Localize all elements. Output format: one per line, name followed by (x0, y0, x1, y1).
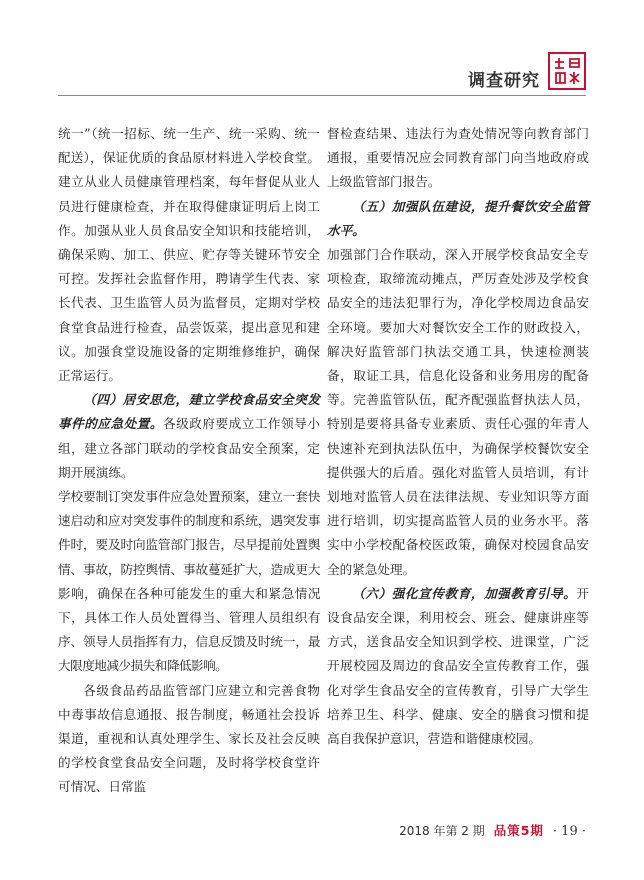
page-number: · 19 · (552, 824, 586, 839)
paragraph: 加强部门合作联动，深入开展学校食品安全专项检查，取缔流动摊点，严厉查处涉及学校食品安全的违法犯罪行为，净化学校周边食品安全环境。要加大对餐饮安全工作的财政投入，解决好监管部门执法交通工具，快速检测装备，取证工具，信息化设备和业务用房的配备等。完善监管队伍，配齐配强监督执法人员，特别是要将具备专业素质、责任心强的年青人快速补充到执法队伍中，为确保学校餐饮安全提供强大的后盾。强化对监管人员培训，有计划地对监管人员在法律法规、专业知识等方面进行培训，切实提高监管人员的业务水平。落实中小学校配备校医政策，确保对校园食品安全的紧急处理。 (327, 247, 589, 577)
paragraph: 督检查结果、违法行为查处情况等向教育部门通报，重要情况应会同教育部门向当地政府或上级监管部门报告。 (327, 126, 589, 190)
right-column (327, 122, 589, 751)
brand-label: 品策5期 (493, 823, 544, 838)
left-column (58, 122, 320, 800)
paragraph: 统一”（统一招标、统一生产、统一采购、统一配送），保证优质的食品原材料进入学校食堂。建立从业人员健康管理档案，每年督促从业人员进行健康检查，并在取得健康证明后上岗工作。加强从业人员食品安全知识和技能培训，确保采购、加工、供应、贮存等关键环节安全可控。发挥社会监督作用，聘请学生代表、家长代表、卫生监管人员为监督员，定期对学校食堂食品进行检查，品尝饭菜，提出意见和建议。加强食堂设施设备的定期维修维护，确保正常运行。 (58, 126, 320, 384)
paragraph-body: 开设食品安全课，利用校会、班会、健康讲座等方式，送食品安全知识到学校、进课堂，广泛开展校园及周边的食品安全宣传教育工作，强化对学生食品安全的宣传教育，引导广大学生培养卫生、科学、健康、安全的膳食习惯和提高自我保护意识，营造和谐健康校园。 (327, 585, 589, 747)
paragraph (58, 388, 320, 485)
issue-label: 2018 年第 2 期 (399, 824, 485, 838)
seal-logo (548, 52, 586, 90)
paragraph (327, 195, 589, 243)
section-heading-6: （六）强化宣传教育，加强教育引导。 (352, 585, 577, 601)
section-heading-5: （五）加强队伍建设，提升餐饮安全监管水平。 (327, 198, 589, 238)
page-header (58, 40, 586, 96)
section-heading-4: （四）居安思危，建立学校食品安全突发事件的应急处置。 (58, 392, 320, 432)
paragraph-body: 各级政府要成立工作领导小组，建立各部门联动的学校食品安全预案，定期开展演练。 (58, 416, 321, 480)
seal-glyph-icon (550, 54, 584, 88)
paragraph: 各级食品药品监管部门应建立和完善食物中毒事故信息通报、报告制度，畅通社会投诉渠道，重视和认真处理学生、家长及社会反映的学校食堂食品安全问题，及时将学校食堂许可情况、日常监 (58, 682, 320, 795)
paragraph: 学校要制订突发事件应急处置预案，建立一套快速启动和应对突发事件的制度和系统，遇突发事件时，要及时向监管部门报告，尽早提前处置舆情、事故，防控舆情、事故蔓延扩大，造成更大影响，确保在各种可能发生的重大和紧急情况下，具体工作人员处置得当、管理人员组织有序、领导人员指挥有力，信息反馈及时统一，最大限度地减少损失和降低影响。 (58, 489, 320, 674)
header-rule (58, 95, 586, 96)
paragraph (327, 582, 589, 751)
column-name: 调查研究 (468, 71, 540, 91)
page-footer (399, 821, 586, 839)
